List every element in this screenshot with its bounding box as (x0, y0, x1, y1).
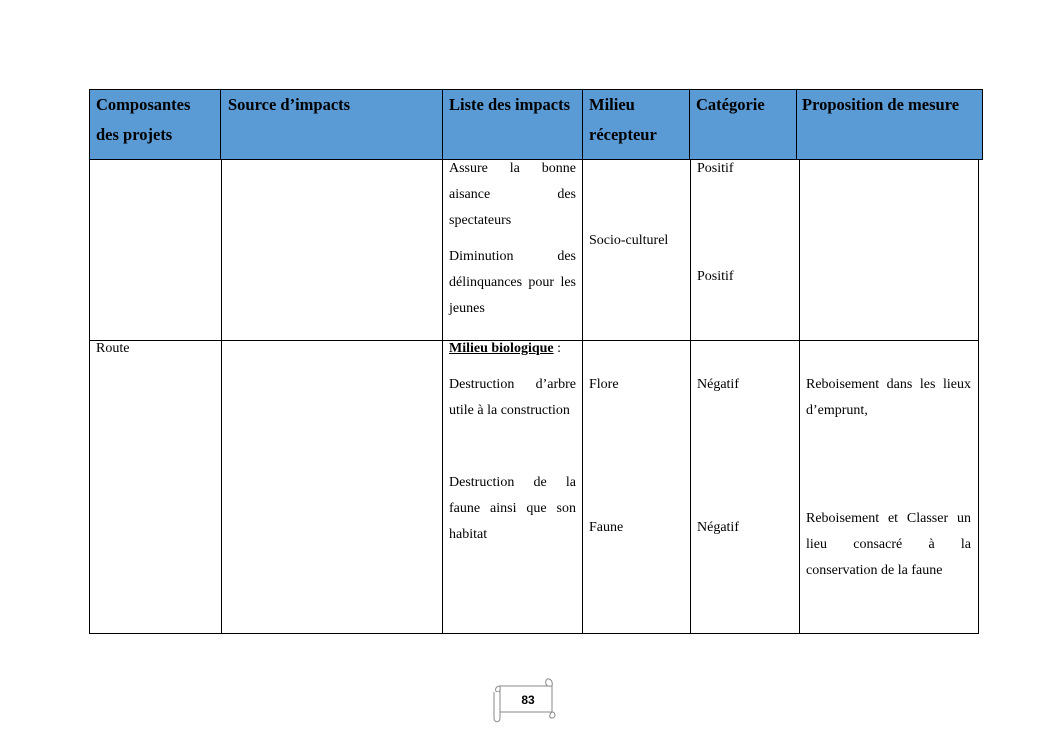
categorie-text: Positif (697, 269, 734, 284)
header-text: Catégorie (696, 95, 765, 114)
categorie-text: Positif (697, 161, 734, 176)
header-text: Milieu (589, 95, 635, 114)
impact-text: Assure la bonne aisance des spectateurs (449, 161, 576, 228)
categorie-text: Négatif (697, 377, 739, 392)
column-divider (582, 160, 583, 634)
header-milieu (589, 90, 689, 161)
mesure-text: Reboisement et Classer un lieu consacré à la conservation de la faune (806, 511, 971, 578)
table-header-row (89, 89, 983, 160)
table-border-right (978, 160, 979, 634)
table-border-bottom (89, 633, 979, 634)
header-categorie (696, 90, 796, 161)
header-composantes (96, 90, 221, 161)
categorie-text: Négatif (697, 520, 739, 535)
milieu-text: Flore (589, 377, 619, 392)
header-text: des projets (96, 125, 173, 144)
header-text: Liste des impacts (449, 95, 570, 114)
header-source (228, 90, 438, 161)
column-divider (442, 160, 443, 634)
mesure-text: Reboisement dans les lieux d’emprunt, (806, 377, 971, 418)
page-number: 83 (521, 693, 535, 707)
header-impacts (449, 90, 584, 161)
header-text: récepteur (589, 125, 657, 144)
header-divider (689, 89, 690, 160)
impact-heading-label: Milieu biologique (449, 341, 554, 356)
header-divider (442, 89, 443, 160)
milieu-text: Faune (589, 520, 624, 535)
impact-heading (449, 336, 579, 362)
milieu-text: Socio-culturel (589, 233, 669, 248)
table-border-left (89, 160, 90, 634)
impact-text: Diminution des délinquances pour les jeunes (449, 249, 576, 316)
composante-text: Route (96, 341, 130, 356)
header-divider (582, 89, 583, 160)
impact-text: Destruction d’arbre utile à la construction (449, 377, 576, 418)
column-divider (799, 160, 800, 634)
header-text: Proposition de mesure (802, 95, 960, 114)
column-divider (221, 160, 222, 634)
header-mesure (802, 90, 982, 161)
header-divider (796, 89, 797, 160)
header-text: Composantes (96, 95, 191, 114)
impact-text: Destruction de la faune ainsi que son habitat (449, 475, 576, 542)
header-text: Source d’impacts (228, 95, 351, 114)
impact-heading-suffix: : (553, 341, 562, 356)
column-divider (690, 160, 691, 634)
header-divider (220, 89, 221, 160)
